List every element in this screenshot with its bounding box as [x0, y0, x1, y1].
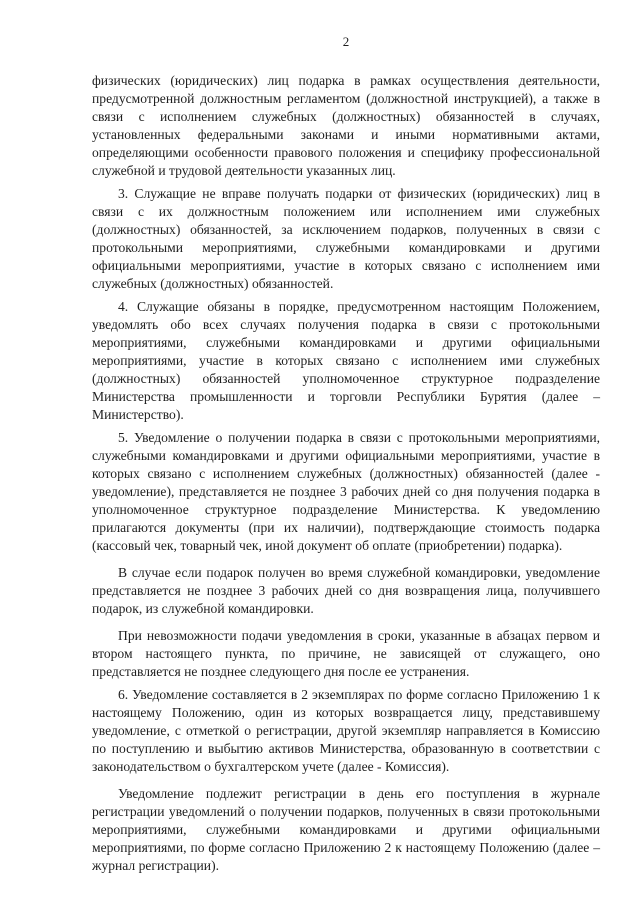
paragraph-continuation: физических (юридических) лиц подарка в рамках осуществления деятельности, предусмотренной должностным регламентом (должностной инструкцией), а также в связи с исполнением служебных (должностных) обязанностей в случаях, установленных федеральными законами и иными нормативными актами, определяющими особенности правового положения и специфику профессиональной служебной и трудовой деятельности указанных лиц. [92, 73, 600, 178]
paragraph-registration: Уведомление подлежит регистрации в день его поступления в журнале регистрации уведомлений о получении подарков, полученных в связи протокольными мероприятиями, служебными командировками и другими официальными мероприятиями, по форме согласно Приложению 2 к настоящему Положению (далее – журнал регистрации). [92, 786, 600, 873]
paragraph-item-6: 6. Уведомление составляется в 2 экземплярах по форме согласно Приложению 1 к настоящему Положению, один из которых возвращается лицу, представившему уведомление, с отметкой о регистрации, другой экземпляр направляется в Комиссию по поступлению и выбытию активов Министерства, образованную в соответствии с законодательством о бухгалтерском учете (далее - Комиссия). [92, 687, 600, 774]
page-number: 2 [342, 34, 350, 49]
paragraph-business-trip: В случае если подарок получен во время служебной командировки, уведомление представляется не позднее 3 рабочих дней со дня возвращения лица, получившего подарок, из служебной командировки. [92, 565, 600, 616]
paragraph-item-4: 4. Служащие обязаны в порядке, предусмотренном настоящим Положением, уведомлять обо всех случаях получения подарка в связи с протокольными мероприятиями, служебными командировками и другими официальными мероприятиями, участие в которых связано с исполнением ими служебных (должностных) обязанностей уполномоченное структурное подразделение Министерства промышленности и торговли Республики Бурятия (далее – Министерство). [92, 299, 600, 422]
paragraph-item-3: 3. Служащие не вправе получать подарки от физических (юридических) лиц в связи с их должностным положением или исполнением ими служебных (должностных) обязанностей, за исключением подарков, полученных в связи с протокольными мероприятиями, служебными командировками и другими официальными мероприятиями, участие в которых связано с исполнением ими служебных (должностных) обязанностей. [92, 186, 600, 291]
paragraph-impossibility: При невозможности подачи уведомления в сроки, указанные в абзацах первом и втором настоящего пункта, по причине, не зависящей от служащего, оно представляется не позднее следующего дня после ее устранения. [92, 628, 600, 679]
paragraph-item-5: 5. Уведомление о получении подарка в связи с протокольными мероприятиями, служебными командировками и другими официальными мероприятиями, участие в которых связано с исполнением служебных (должностных) обязанностей (далее - уведомление), представляется не позднее 3 рабочих дней со дня получения подарка в уполномоченное структурное подразделение Министерства. К уведомлению прилагаются документы (при их наличии), подтверждающие стоимость подарка (кассовый чек, товарный чек, иной документ об оплате (приобретении) подарка). [92, 430, 600, 553]
